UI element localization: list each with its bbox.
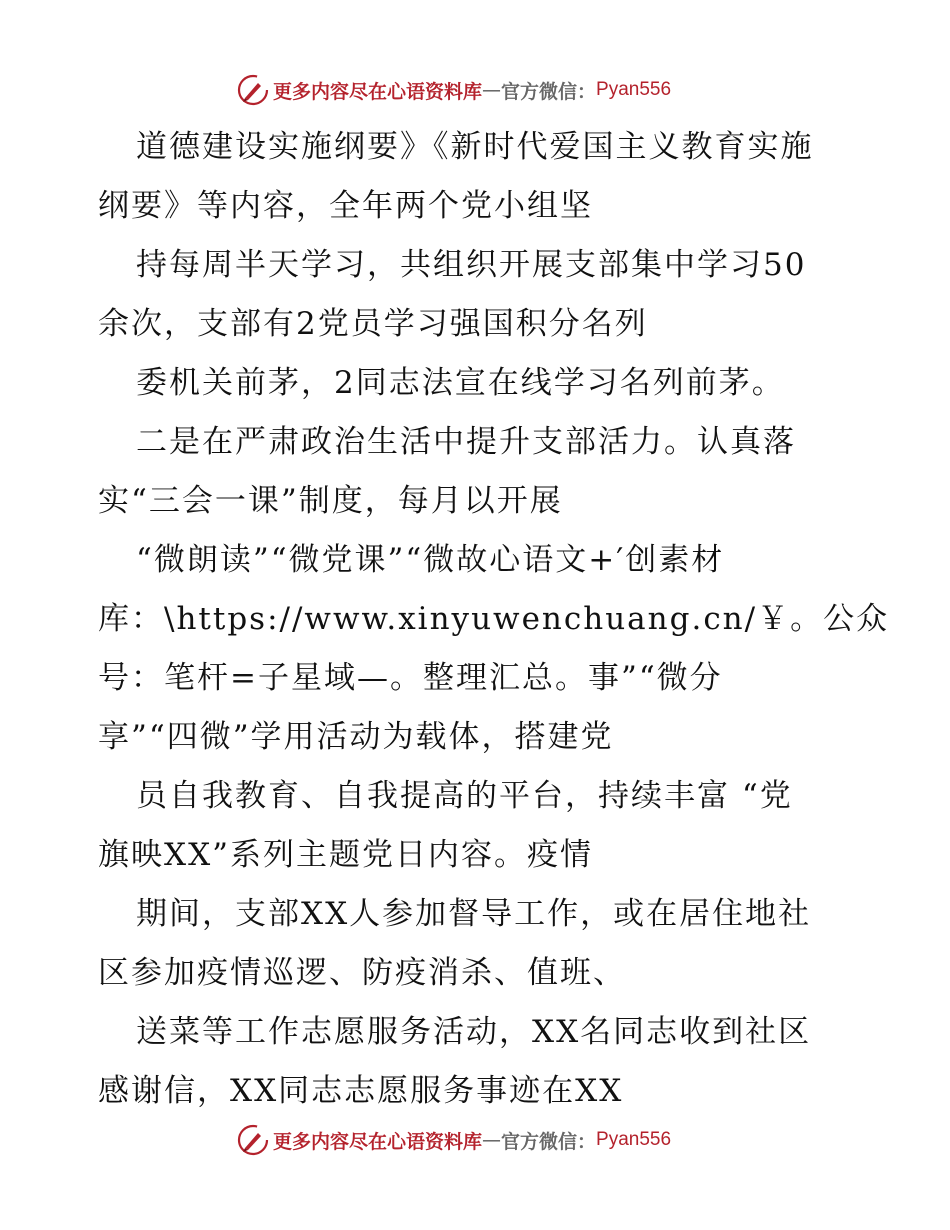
watermark-dash: —: [482, 1129, 502, 1151]
footer-watermark: [236, 1120, 756, 1160]
pen-circle-icon: [236, 1123, 270, 1157]
watermark-wechat-id: Pyan556: [596, 79, 672, 100]
body-line: “微朗读”“微党课”“微故心语文+′创素材: [136, 542, 725, 578]
document-body: [98, 124, 890, 1127]
body-line: 余次，支部有2党员学习强国积分名列: [98, 306, 648, 342]
header-watermark: [236, 70, 756, 110]
watermark-wechat-label: 官方微信：: [501, 80, 597, 103]
body-line: 感谢信，XX同志志愿服务事迹在XX: [98, 1073, 624, 1109]
watermark-wechat-label: 官方微信：: [501, 1130, 597, 1153]
body-line: 道德建设实施纲要》《新时代爱国主义教育实施: [136, 129, 814, 165]
body-line: 实“三会一课”制度，每月以开展: [98, 483, 563, 519]
body-line: 号：笔杆=子星域—。整理汇总。事”“微分: [98, 660, 723, 696]
body-line: 纲要》等内容，全年两个党小组坚: [98, 188, 593, 224]
watermark-site-text: 更多内容尽在心语资料库: [273, 80, 483, 103]
body-line: 员自我教育、自我提高的平台，持续丰富 “党: [136, 778, 793, 814]
pen-circle-icon: [236, 73, 270, 107]
body-line: 期间，支部XX人参加督导工作，或在居住地社: [136, 896, 812, 932]
body-line: 二是在严肃政治生活中提升支部活力。认真落: [136, 424, 796, 460]
body-line: 委机关前茅，2同志法宣在线学习名列前茅。: [136, 365, 785, 401]
body-line: 持每周半天学习，共组织开展支部集中学习50: [136, 247, 807, 283]
watermark-site-text: 更多内容尽在心语资料库: [273, 1130, 483, 1153]
watermark-dash: —: [482, 79, 502, 101]
body-line: 库：\https://www.xinyuwenchuang.cn/￥。公众: [98, 601, 890, 637]
watermark-wechat-id: Pyan556: [596, 1129, 672, 1150]
body-line: 送菜等工作志愿服务活动，XX名同志收到社区: [136, 1014, 812, 1050]
body-line: 旗映XX”系列主题党日内容。疫情: [98, 837, 593, 873]
body-line: 享”“四微”学用活动为载体，搭建党: [98, 719, 614, 755]
body-line: 区参加疫情巡逻、防疫消杀、值班、: [98, 955, 626, 991]
